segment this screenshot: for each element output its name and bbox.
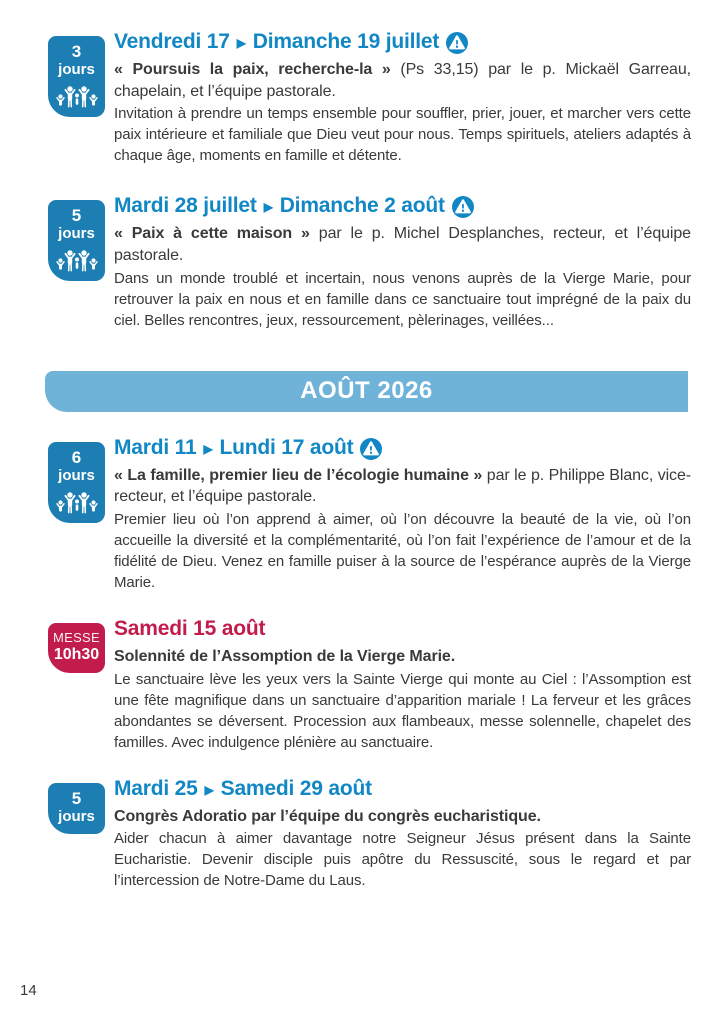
event-leaders: par le p. Mickaël Garreau, chapelain, et l’équipe pastorale. bbox=[114, 61, 691, 100]
page-number: 14 bbox=[20, 982, 37, 999]
duration-badge bbox=[48, 783, 105, 834]
event-theme: Solennité de l’Assomption de la Vierge Marie. bbox=[114, 648, 456, 666]
family-silhouette-icon bbox=[54, 489, 100, 514]
event-title bbox=[114, 617, 691, 641]
event-item bbox=[0, 194, 722, 330]
event-date-end: Dimanche 19 juillet bbox=[252, 30, 440, 53]
badge-mass-label: MESSE bbox=[52, 629, 100, 645]
event-subtitle bbox=[114, 59, 691, 102]
event-date-end: Dimanche 2 août bbox=[279, 194, 445, 218]
event-item bbox=[0, 777, 722, 892]
event-title bbox=[114, 30, 691, 54]
event-description: Dans un monde troublé et incertain, nous venons auprès de la Vierge Marie, pour retrouver la paix en nous et en famille dans ce sanctuaire tout imprégné de la paix du ciel. Belles rencontres, jeux, ressourcement, pèlerinages, veillées... bbox=[114, 269, 691, 329]
event-item bbox=[0, 0, 722, 166]
event-title bbox=[114, 436, 691, 460]
scripture-reference: (Ps 33,15) bbox=[390, 61, 489, 79]
event-theme-quote: « Paix à cette maison » bbox=[114, 225, 310, 243]
badge-days-unit: jours bbox=[58, 225, 95, 243]
badge-days-unit: jours bbox=[58, 466, 95, 484]
family-silhouette-icon bbox=[54, 83, 100, 108]
event-subtitle bbox=[114, 223, 691, 266]
event-theme: Congrès Adoratio par l’équipe du congrès eucharistique. bbox=[114, 807, 541, 825]
alert-triangle-in-circle-icon bbox=[452, 196, 474, 218]
event-date-end: Samedi 29 août bbox=[220, 776, 372, 800]
event-subtitle bbox=[114, 806, 691, 828]
event-leaders: par le p. Michel Desplanches, recteur, et l’équipe pastorale. bbox=[114, 225, 691, 265]
duration-badge bbox=[48, 442, 105, 523]
event-date-start: Mardi 28 juillet bbox=[114, 194, 257, 218]
alert-triangle-in-circle-icon bbox=[360, 438, 382, 460]
event-date-end: Lundi 17 août bbox=[219, 435, 354, 459]
badge-mass-time: 10h30 bbox=[53, 645, 100, 663]
arrow-right-icon: ▶ bbox=[236, 36, 246, 51]
event-theme-quote: « La famille, premier lieu de l’écologie humaine » bbox=[114, 466, 483, 484]
arrow-right-icon: ▶ bbox=[263, 200, 273, 215]
badge-days-unit: jours bbox=[58, 807, 95, 825]
month-banner-label: AOÛT 2026 bbox=[300, 377, 433, 405]
arrow-right-icon: ▶ bbox=[203, 441, 213, 456]
month-section-banner bbox=[45, 371, 688, 412]
family-silhouette-icon bbox=[54, 247, 100, 272]
event-title bbox=[114, 194, 691, 218]
event-description: Premier lieu où l’on apprend à aimer, où l’on découvre la beauté de la vie, où l’on accueille la diversité et la complémentarité, où l’on fait l’expérience de l’amour et de la fidélité de Dieu. Venez en famille puiser à la source de l’espérance auprès de la Vierge Marie. bbox=[114, 510, 691, 591]
event-description: Aider chacun à aimer davantage notre Seigneur Jésus présent dans la Sainte Eucharistie. Devenir disciple puis apôtre du Ressuscité, sous le regard et par l’intercession de Notre-Dame du Laus. bbox=[114, 830, 691, 890]
event-date-start: Mardi 25 bbox=[114, 776, 198, 800]
badge-days-count: 5 bbox=[71, 788, 82, 808]
event-leaders: par le p. Philippe Blanc, vice-recteur, et l’équipe pastorale. bbox=[114, 466, 691, 506]
event-date-start: Vendredi 17 bbox=[114, 30, 230, 53]
event-theme-quote: « Poursuis la paix, recherche-la » bbox=[114, 61, 391, 79]
duration-badge bbox=[48, 200, 105, 281]
event-description: Le sanctuaire lève les yeux vers la Sainte Vierge qui monte au Ciel : l’Assomption est une fête magnifique dans un sanctuaire d’apparition mariale ! La ferveur et les grâces abondantes se déversent. Procession aux flambeaux, messe solennelle, chapelet des familles. Avec indulgence plénière au sanctuaire. bbox=[114, 670, 691, 751]
mass-time-badge bbox=[48, 623, 105, 673]
event-item bbox=[0, 617, 722, 753]
badge-days-count: 6 bbox=[71, 447, 82, 467]
badge-days-unit: jours bbox=[58, 60, 95, 78]
badge-days-count: 3 bbox=[71, 42, 82, 61]
alert-triangle-in-circle-icon bbox=[446, 32, 468, 54]
event-subtitle bbox=[114, 465, 691, 508]
event-date-start: Mardi 11 bbox=[114, 435, 197, 459]
event-item bbox=[0, 436, 722, 593]
event-title bbox=[114, 777, 691, 801]
badge-days-count: 5 bbox=[71, 206, 82, 226]
event-description: Invitation à prendre un temps ensemble pour souffler, prier, jouer, et marcher vers cette paix intérieure et familiale que Dieu veut pour nous. Temps spirituels, ateliers adaptés à chaque âge, moments en famille et détente. bbox=[114, 105, 691, 165]
event-date-start: Samedi 15 août bbox=[114, 616, 266, 640]
duration-badge bbox=[48, 36, 105, 117]
arrow-right-icon: ▶ bbox=[204, 782, 214, 797]
event-subtitle bbox=[114, 646, 691, 668]
